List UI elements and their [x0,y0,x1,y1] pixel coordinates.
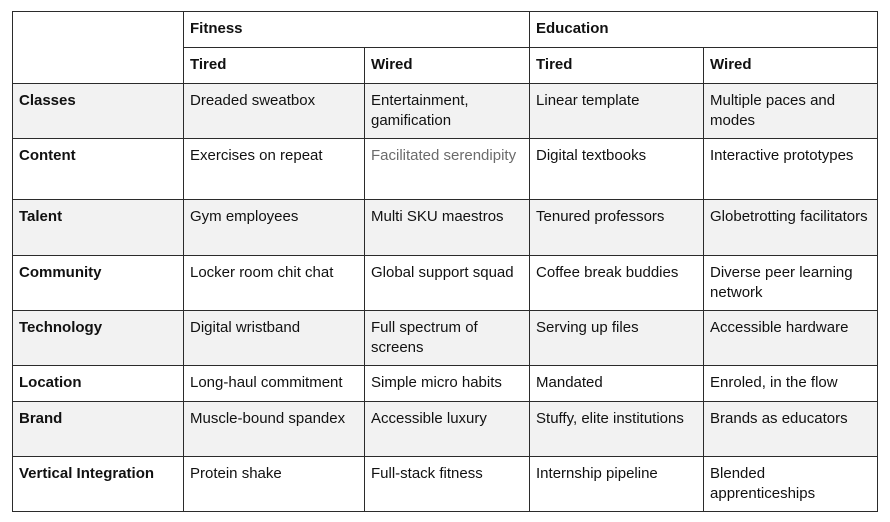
table-cell: Dreaded sweatbox [184,84,365,139]
table-cell: Exercises on repeat [184,139,365,200]
table-cell: Stuffy, elite institutions [530,402,704,457]
subheader-education-tired: Tired [530,48,704,84]
table-row-classes [13,84,878,139]
table-cell: Tenured professors [530,200,704,256]
table-cell: Digital textbooks [530,139,704,200]
table-cell: Simple micro habits [365,366,530,402]
row-label: Brand [13,402,184,457]
row-label: Community [13,256,184,311]
table-cell: Full spectrum of screens [365,311,530,366]
table-cell: Linear template [530,84,704,139]
row-label: Content [13,139,184,200]
group-header-fitness: Fitness [184,12,530,48]
table-cell: Multi SKU maestros [365,200,530,256]
subheader-fitness-tired: Tired [184,48,365,84]
corner-cell [13,12,184,84]
table-cell: Full-stack fitness [365,457,530,512]
table-cell: Accessible luxury [365,402,530,457]
table-cell: Multiple paces and modes [704,84,878,139]
table-cell: Serving up files [530,311,704,366]
table-cell: Globetrotting facilitators [704,200,878,256]
row-label: Location [13,366,184,402]
table-cell: Digital wristband [184,311,365,366]
table-cell: Entertainment, gamification [365,84,530,139]
table-cell: Coffee break buddies [530,256,704,311]
table-cell: Global support squad [365,256,530,311]
table-cell: Diverse peer learning network [704,256,878,311]
table-cell: Long-haul commitment [184,366,365,402]
table-cell: Interactive prototypes [704,139,878,200]
table-row-talent [13,200,878,256]
table-cell: Facilitated serendipity [365,139,530,200]
table-row-technology [13,311,878,366]
table-row-location [13,366,878,402]
row-label: Technology [13,311,184,366]
table-cell: Brands as educators [704,402,878,457]
table-cell: Blended apprenticeships [704,457,878,512]
row-label: Vertical Integration [13,457,184,512]
subheader-education-wired: Wired [704,48,878,84]
group-header-education: Education [530,12,878,48]
table-row-brand [13,402,878,457]
table-cell: Locker room chit chat [184,256,365,311]
table-row-vertical-integration [13,457,878,512]
table-row-community [13,256,878,311]
subheader-fitness-wired: Wired [365,48,530,84]
table-row-content [13,139,878,200]
table-cell: Mandated [530,366,704,402]
table-cell: Internship pipeline [530,457,704,512]
table-cell: Gym employees [184,200,365,256]
table-cell: Muscle-bound spandex [184,402,365,457]
tired-wired-table [12,11,878,512]
row-label: Talent [13,200,184,256]
table-cell: Accessible hardware [704,311,878,366]
table-cell: Protein shake [184,457,365,512]
row-label: Classes [13,84,184,139]
table-cell: Enroled, in the flow [704,366,878,402]
header-row-groups [13,12,878,48]
